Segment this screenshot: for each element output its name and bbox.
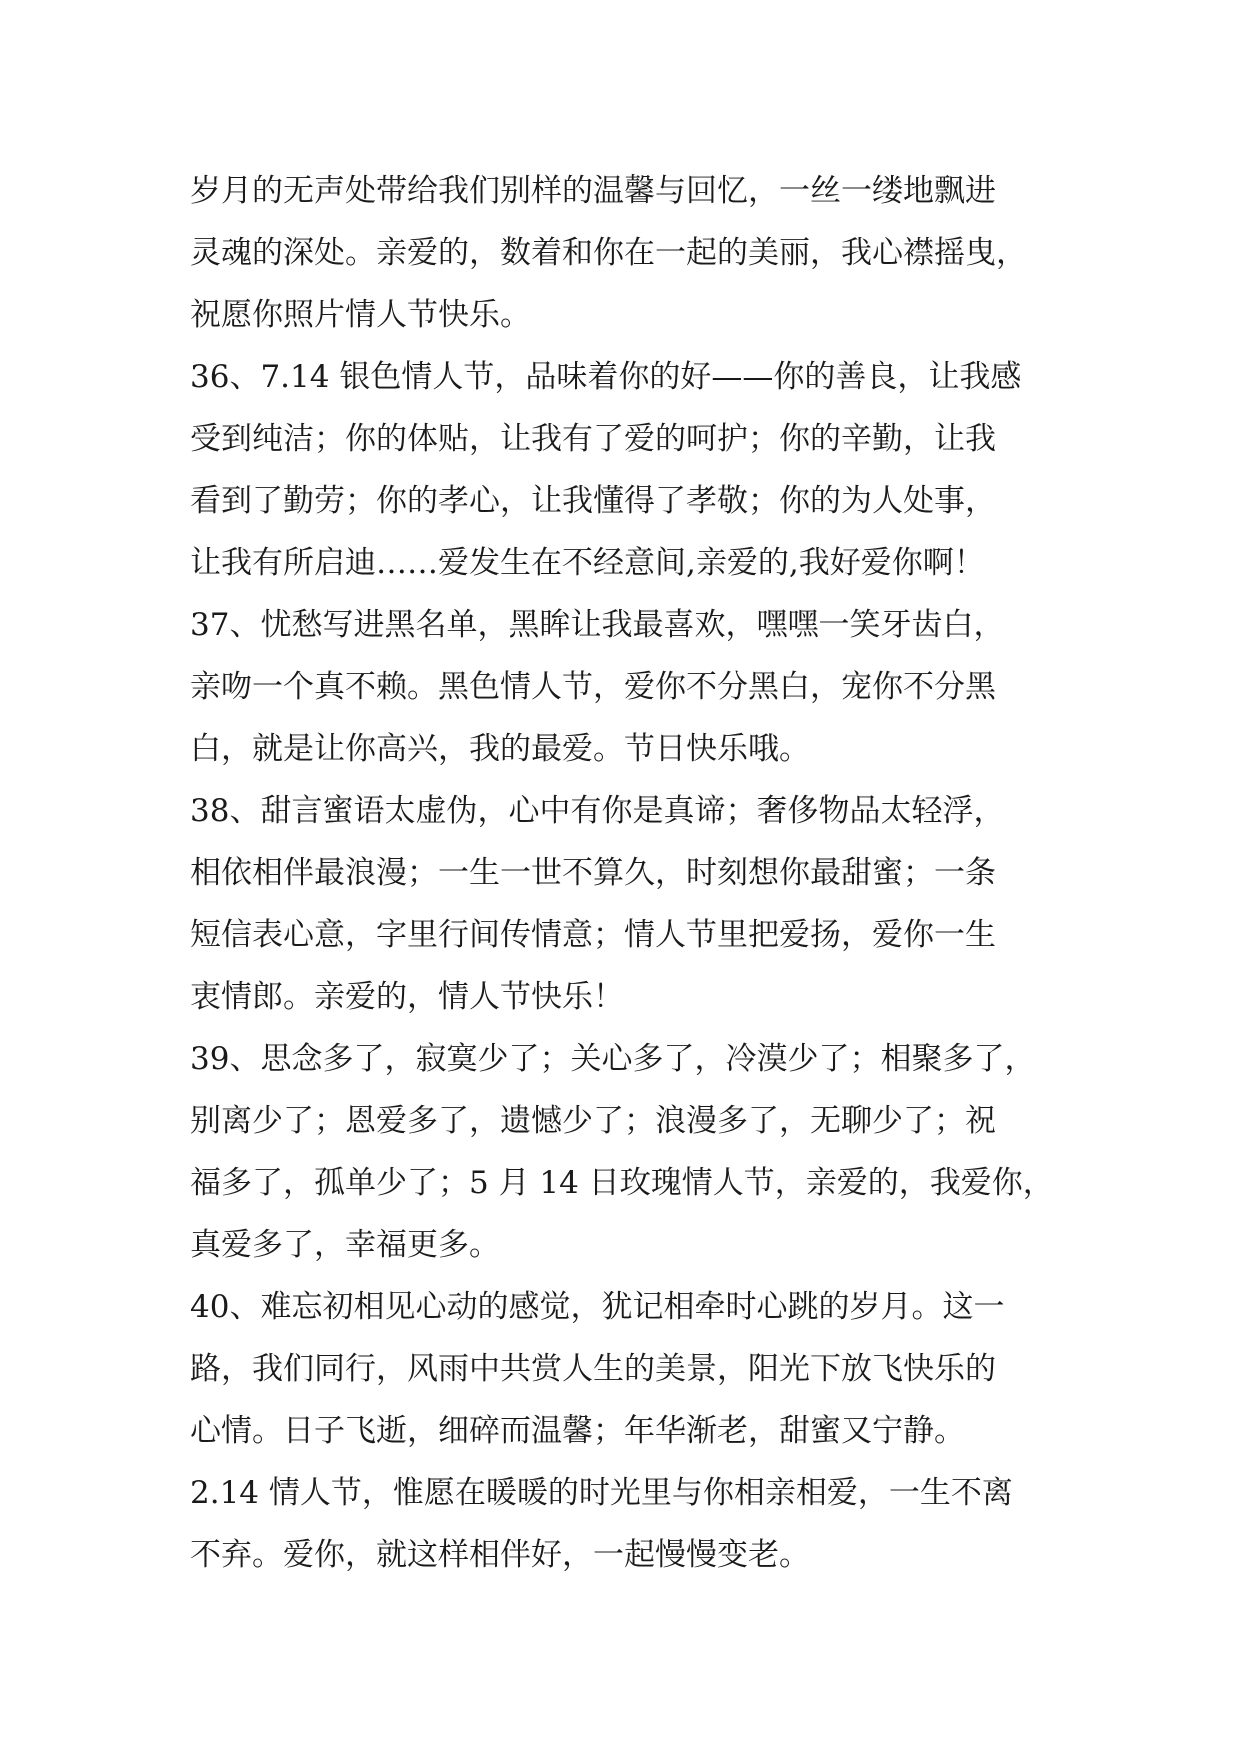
text-line: 亲吻一个真不赖。黑色情人节，爱你不分黑白，宠你不分黑: [190, 669, 996, 705]
text-line: 白，就是让你高兴，我的最爱。节日快乐哦。: [190, 731, 810, 767]
document-body: [190, 160, 1070, 1586]
text-line: 别离少了；恩爱多了，遗憾少了；浪漫多了，无聊少了；祝: [190, 1103, 996, 1139]
text-line: 40、难忘初相见心动的感觉，犹记相牵时心跳的岁月。这一: [190, 1289, 1005, 1325]
text-line: 衷情郎。亲爱的，情人节快乐！: [190, 979, 624, 1015]
text-line: 祝愿你照片情人节快乐。: [190, 297, 531, 333]
text-line: 心情。日子飞逝，细碎而温馨；年华渐老，甜蜜又宁静。: [190, 1413, 965, 1449]
text-line: 福多了，孤单少了；5 月 14 日玫瑰情人节，亲爱的，我爱你，: [190, 1165, 1054, 1201]
text-line: 不弃。爱你，就这样相伴好，一起慢慢变老。: [190, 1537, 810, 1573]
text-line: 岁月的无声处带给我们别样的温馨与回忆，一丝一缕地飘进: [190, 173, 996, 209]
text-line: 37、忧愁写进黑名单，黑眸让我最喜欢，嘿嘿一笑牙齿白，: [190, 607, 1005, 643]
text-line: 看到了勤劳；你的孝心，让我懂得了孝敬；你的为人处事，: [190, 483, 996, 519]
text-line: 36、7.14 银色情人节，品味着你的好——你的善良，让我感: [190, 359, 1022, 395]
text-line: 真爱多了，幸福更多。: [190, 1227, 500, 1263]
text-line: 相依相伴最浪漫；一生一世不算久，时刻想你最甜蜜；一条: [190, 855, 996, 891]
text-line: 38、甜言蜜语太虚伪，心中有你是真谛；奢侈物品太轻浮，: [190, 793, 1005, 829]
text-line: 路，我们同行，风雨中共赏人生的美景，阳光下放飞快乐的: [190, 1351, 996, 1387]
text-line: 让我有所启迪……爱发生在不经意间,亲爱的,我好爱你啊！: [190, 545, 985, 581]
text-line: 受到纯洁；你的体贴，让我有了爱的呵护；你的辛勤，让我: [190, 421, 996, 457]
text-line: 灵魂的深处。亲爱的，数着和你在一起的美丽，我心襟摇曳，: [190, 235, 1027, 271]
text-line: 2.14 情人节，惟愿在暖暖的时光里与你相亲相爱，一生不离: [190, 1475, 1013, 1511]
text-line: 39、思念多了，寂寞少了；关心多了，冷漠少了；相聚多了，: [190, 1041, 1036, 1077]
text-line: 短信表心意，字里行间传情意；情人节里把爱扬，爱你一生: [190, 917, 996, 953]
